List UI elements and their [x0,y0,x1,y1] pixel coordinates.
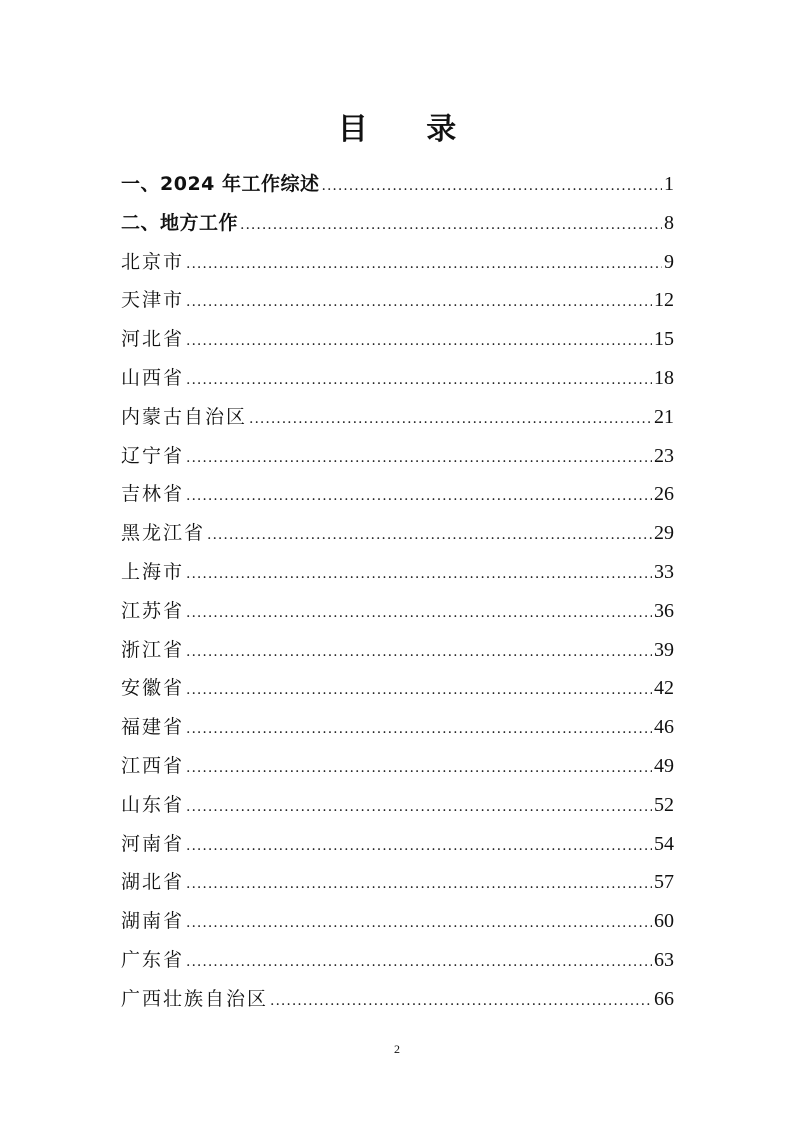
toc-entry[interactable] [121,437,674,476]
toc-entry-page-number: 18 [654,366,674,389]
toc-entry-page-number: 46 [654,716,674,739]
toc-entry-page-number: 8 [664,211,674,234]
toc-entry-label: 北京市 [121,250,185,273]
toc-entry-label: 福建省 [121,716,185,739]
toc-entry[interactable] [121,514,674,553]
toc-entry[interactable] [121,320,674,359]
toc-entry-page-number: 57 [654,871,674,894]
toc-entry-page-number: 9 [664,250,674,273]
toc-dot-leader [186,361,652,400]
toc-entry-page-number: 12 [654,289,674,312]
toc-dot-leader [249,400,652,439]
toc-dot-leader [186,245,662,284]
toc-entry-label: 广西壮族自治区 [121,987,269,1010]
toc-entry[interactable] [121,708,674,747]
toc-dot-leader [186,788,652,827]
toc-dot-leader [186,749,652,788]
toc-entry-label: 内蒙古自治区 [121,405,248,428]
toc-entry-label: 上海市 [121,560,185,583]
toc-dot-leader [186,710,652,749]
toc-dot-leader [186,594,652,633]
toc-entry-page-number: 33 [654,560,674,583]
toc-dot-leader [240,206,662,245]
toc-dot-leader [186,477,652,516]
toc-dot-leader [186,439,652,478]
toc-entry-page-number: 29 [654,522,674,545]
toc-entry-page-number: 39 [654,638,674,661]
toc-entry[interactable] [121,669,674,708]
toc-entry-page-number: 1 [664,173,674,195]
toc-entry[interactable] [121,359,674,398]
toc-entry-page-number: 26 [654,483,674,506]
toc-entry-page-number: 42 [654,677,674,700]
toc-entry-page-number: 52 [654,793,674,816]
toc-entry-label: 一、2024 年工作综述 [121,173,320,195]
toc-dot-leader [186,827,652,866]
toc-entry[interactable] [121,165,674,204]
toc-entry-label: 广东省 [121,948,185,971]
toc-entry-page-number: 21 [654,405,674,428]
toc-entry[interactable] [121,243,674,282]
toc-entry[interactable] [121,980,674,1019]
toc-entry-label: 浙江省 [121,638,185,661]
toc-entry-page-number: 66 [654,987,674,1010]
toc-dot-leader [207,516,652,555]
toc-entry[interactable] [121,631,674,670]
toc-entry-label: 吉林省 [121,483,185,506]
toc-entry[interactable] [121,747,674,786]
toc-entry[interactable] [121,475,674,514]
toc-entry-page-number: 15 [654,328,674,351]
toc-entry-label: 天津市 [121,289,185,312]
toc-entry-page-number: 60 [654,910,674,933]
toc-entry-page-number: 63 [654,948,674,971]
toc-entry-page-number: 49 [654,754,674,777]
toc-entry-label: 黑龙江省 [121,522,206,545]
toc-entry-page-number: 23 [654,444,674,467]
toc-dot-leader [186,283,652,322]
toc-entry[interactable] [121,786,674,825]
toc-entry[interactable] [121,553,674,592]
toc-entry[interactable] [121,902,674,941]
toc-dot-leader [186,904,652,943]
page-title: 目 录 [337,112,481,148]
toc-entry[interactable] [121,592,674,631]
toc-entry[interactable] [121,281,674,320]
toc-entry-label: 河北省 [121,328,185,351]
toc-entry-label: 安徽省 [121,677,185,700]
toc-entry-label: 山东省 [121,793,185,816]
toc-dot-leader [186,555,652,594]
toc-dot-leader [186,671,652,710]
toc-entry-label: 二、地方工作 [121,211,239,234]
toc-entry-label: 山西省 [121,366,185,389]
toc-entry-label: 湖南省 [121,910,185,933]
toc-dot-leader [322,167,663,206]
toc-entry-page-number: 36 [654,599,674,622]
toc-entry-label: 辽宁省 [121,444,185,467]
toc-dot-leader [186,943,652,982]
toc-entry[interactable] [121,825,674,864]
toc-entry-label: 湖北省 [121,871,185,894]
toc-entry-label: 江苏省 [121,599,185,622]
toc-dot-leader [270,982,652,1021]
toc-entry[interactable] [121,204,674,243]
toc-entry[interactable] [121,941,674,980]
toc-entry[interactable] [121,398,674,437]
toc-entry-label: 江西省 [121,754,185,777]
table-of-contents [121,165,674,1019]
toc-dot-leader [186,865,652,904]
toc-dot-leader [186,633,652,672]
toc-entry-label: 河南省 [121,832,185,855]
footer-page-number: 2 [394,1042,400,1056]
toc-dot-leader [186,322,652,361]
toc-entry-page-number: 54 [654,832,674,855]
toc-entry[interactable] [121,863,674,902]
